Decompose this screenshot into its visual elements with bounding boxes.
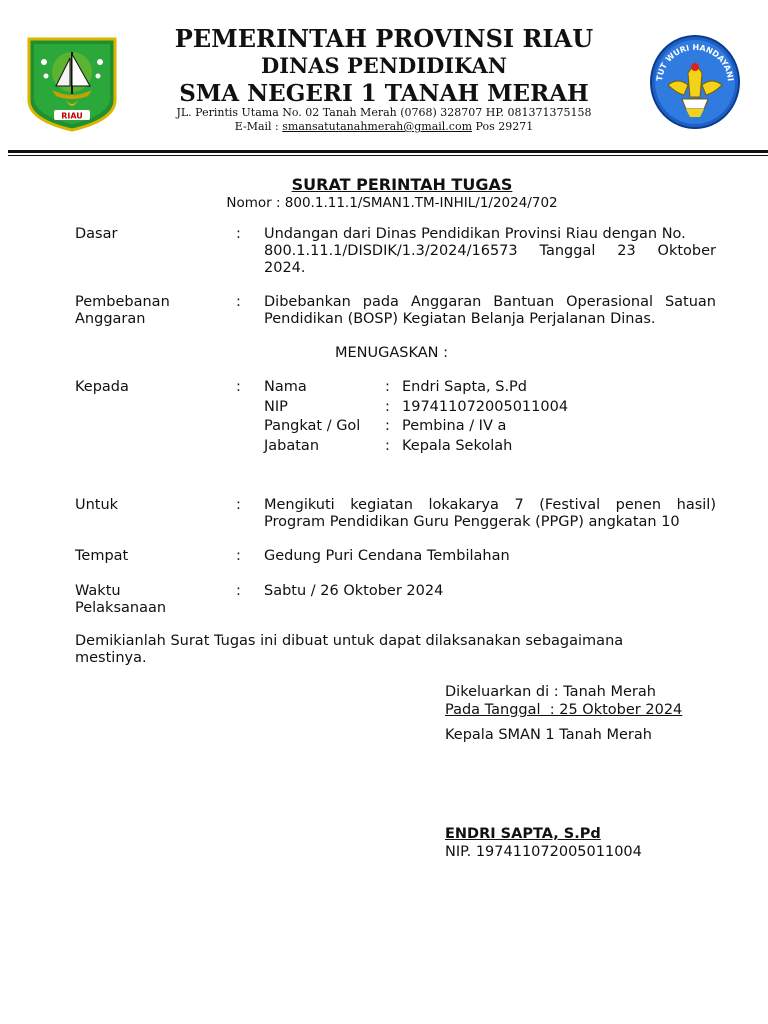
pangkat-colon: :	[385, 418, 390, 434]
menugaskan-heading: MENUGASKAN :	[335, 345, 449, 361]
tempat-value: Gedung Puri Cendana Tembilahan	[264, 548, 510, 564]
pembebanan-colon: :	[236, 294, 241, 310]
waktu-value: Sabtu / 26 Oktober 2024	[264, 583, 444, 599]
pangkat-label: Pangkat / Gol	[264, 418, 361, 434]
untuk-label: Untuk	[75, 497, 119, 513]
kop-email-prefix: E-Mail :	[234, 120, 283, 133]
riau-logo-text: RIAU	[61, 111, 83, 121]
dasar-line-1: Undangan dari Dinas Pendidikan Provinsi Riau dengan No.	[264, 226, 686, 242]
untuk-colon: :	[236, 497, 241, 513]
untuk-line-2: Program Pendidikan Guru Penggerak (PPGP) angkatan 10	[264, 514, 680, 530]
kop-line-school: SMA NEGERI 1 TANAH MERAH	[179, 80, 589, 107]
pangkat-value: Pembina / IV a	[402, 418, 507, 434]
issued-at: Dikeluarkan di : Tanah Merah	[445, 684, 656, 700]
kop-pos: Pos 29271	[472, 120, 534, 133]
nama-value: Endri Sapta, S.Pd	[402, 379, 527, 395]
untuk-line-1: Mengikuti kegiatan lokakarya 7 (Festival penen hasil)	[264, 497, 716, 513]
nama-colon: :	[385, 379, 390, 395]
kepada-label: Kepada	[75, 379, 129, 395]
kop-divider-thin	[8, 155, 768, 156]
pembebanan-line-1: Dibebankan pada Anggaran Bantuan Operasional Satuan	[264, 294, 716, 310]
jabatan-colon: :	[385, 438, 390, 454]
pembebanan-label-2: Anggaran	[75, 311, 146, 327]
letter-title-text: SURAT PERINTAH TUGAS	[291, 175, 513, 194]
dasar-label: Dasar	[75, 226, 118, 242]
waktu-label-2: Pelaksanaan	[75, 600, 167, 616]
pembebanan-line-2: Pendidikan (BOSP) Kegiatan Belanja Perjalanan Dinas.	[264, 311, 656, 327]
tempat-colon: :	[236, 548, 241, 564]
dasar-colon: :	[236, 226, 241, 242]
signer-nip: NIP. 197411072005011004	[445, 844, 642, 860]
kop-address: JL. Perintis Utama No. 02 Tanah Merah (0768) 328707 HP. 081371375158	[176, 106, 592, 119]
closing-line-1: Demikianlah Surat Tugas ini dibuat untuk dapat dilaksanakan sebagaimana	[75, 633, 624, 649]
waktu-colon: :	[236, 583, 241, 599]
dasar-line-3: 2024.	[264, 260, 306, 276]
signer-name-text: ENDRI SAPTA, S.Pd	[445, 826, 601, 842]
jabatan-value: Kepala Sekolah	[402, 438, 513, 454]
kop-contact	[0, 120, 768, 133]
kop-line-department: DINAS PENDIDIKAN	[261, 53, 507, 78]
dasar-line-2: 800.1.11.1/DISDIK/1.3/2024/16573 Tanggal 23 Oktober	[264, 243, 716, 259]
issued-date	[445, 702, 682, 718]
closing-line-2: mestinya.	[75, 650, 147, 666]
nip-colon: :	[385, 399, 390, 415]
signer-position: Kepala SMAN 1 Tanah Merah	[445, 727, 652, 743]
signer-name	[445, 826, 601, 842]
letter-title	[0, 175, 768, 194]
issued-date-text: Pada Tanggal : 25 Oktober 2024	[445, 702, 683, 718]
nama-label: Nama	[264, 379, 307, 395]
kop-email-link[interactable]: smansatutanahmerah@gmail.com	[282, 120, 473, 133]
kepada-colon: :	[236, 379, 241, 395]
pembebanan-label-1: Pembebanan	[75, 294, 170, 310]
nip-value: 197411072005011004	[402, 399, 569, 415]
kop-divider-thick	[8, 150, 768, 153]
jabatan-label: Jabatan	[264, 438, 320, 454]
letter-number: Nomor : 800.1.11.1/SMAN1.TM-INHIL/1/2024/702	[226, 195, 558, 211]
tut-wuri-logo-text: TUT WURI HANDAYANI	[654, 42, 735, 82]
tempat-label: Tempat	[75, 548, 129, 564]
waktu-label-1: Waktu	[75, 583, 121, 599]
kop-line-province: PEMERINTAH PROVINSI RIAU	[174, 24, 594, 53]
nip-label: NIP	[264, 399, 288, 415]
